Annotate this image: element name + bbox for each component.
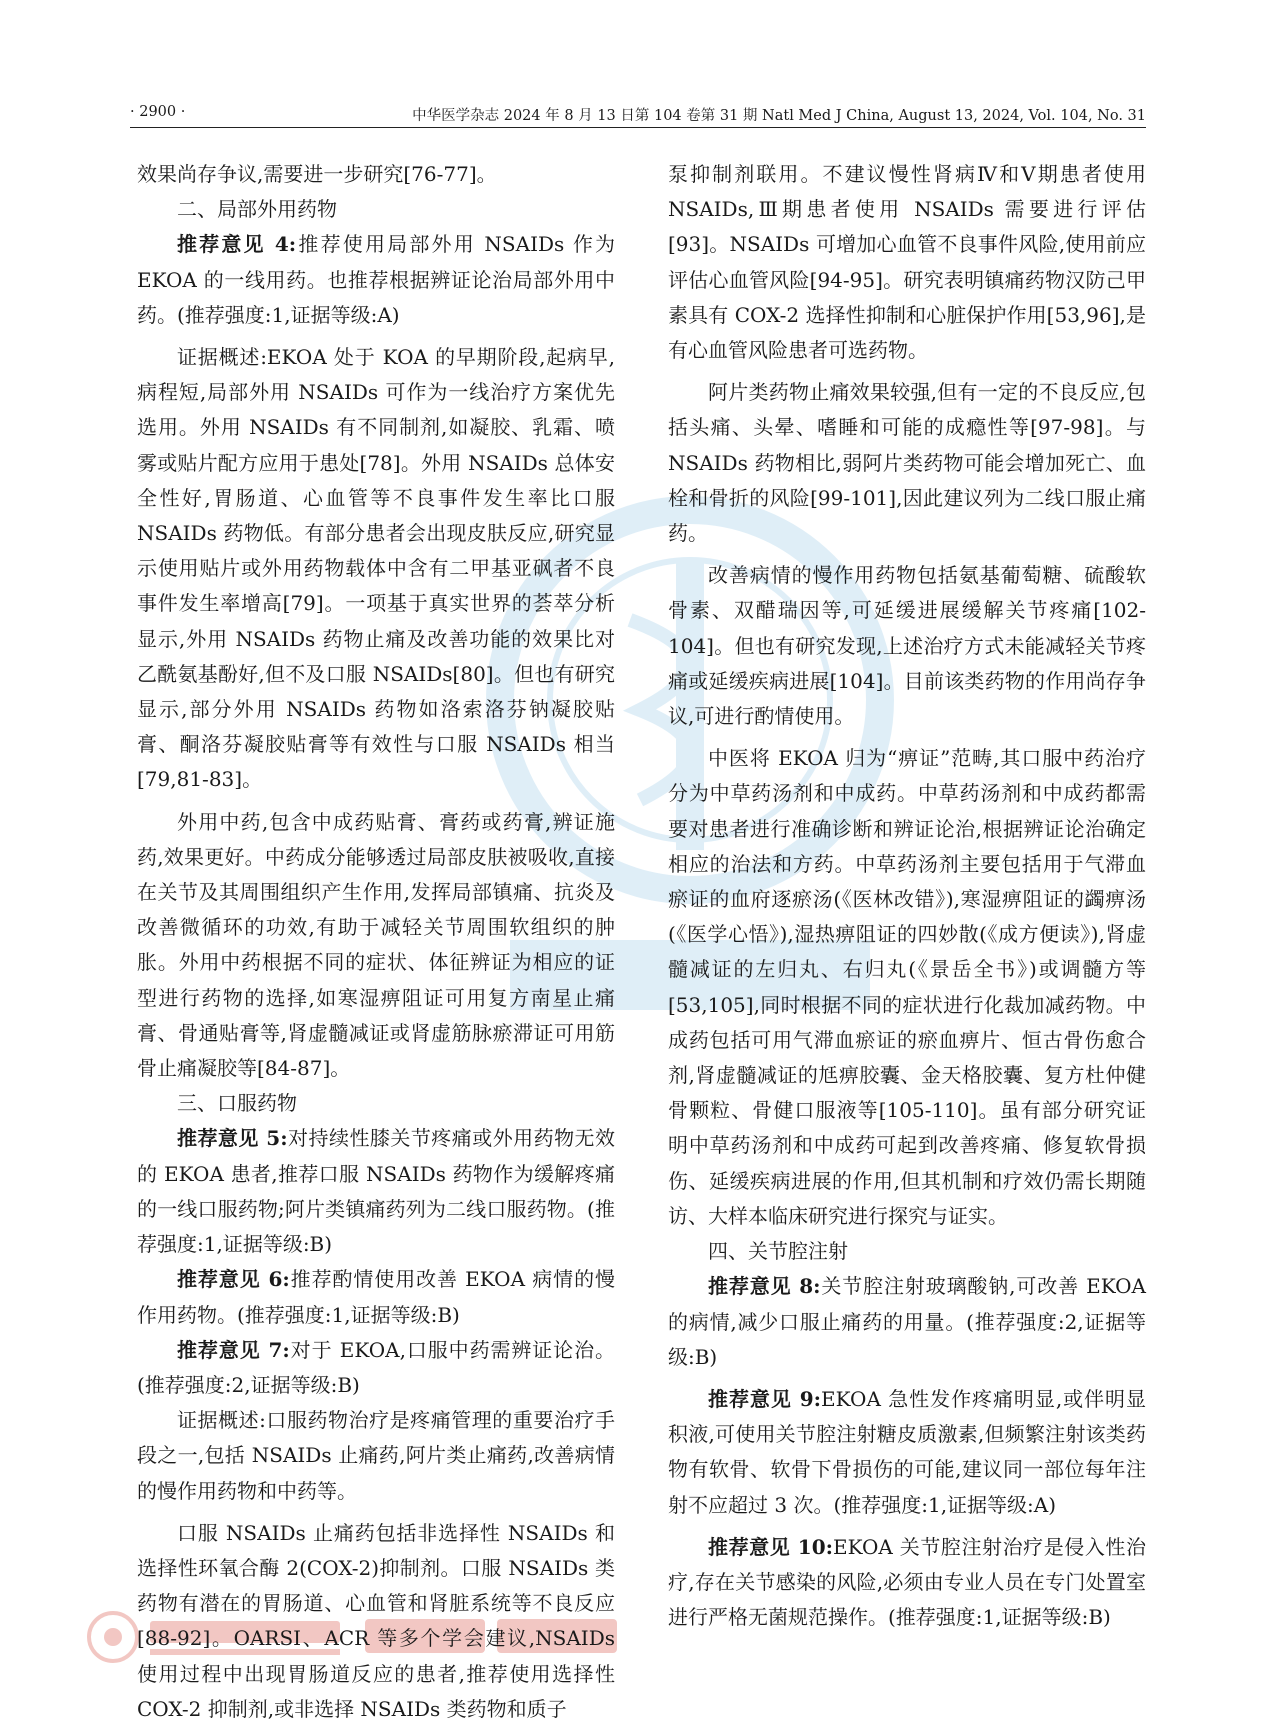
paragraph: 证据概述:EKOA 处于 KOA 的早期阶段,起病早,病程短,局部外用 NSAIDs 可作为一线治疗方案优先选用。外用 NSAIDs 有不同制剂,如凝胶、乳霜、喷雾或贴片配方应用于患处[78]。外用 NSAIDs 总体安全性好,胃肠道、心血管等不良事件发生率比口服 NSAIDs 药物低。有部分患者会出现皮肤反应,研究显示使用贴片或外用药物载体中含有二甲基亚砜者不良事件发生率增高[79]。一项基于真实世界的荟萃分析显示,外用 NSAIDs 药物止痛及改善功能的效果比对乙酰氨基酚好,但不及口服 NSAIDs[80]。但也有研究显示,部分外用 NSAIDs 药物如洛索洛芬钠凝胶贴膏、酮洛芬凝胶贴膏等有效性与口服 NSAIDs 相当[79,81-83]。 xyxy=(137,345,615,792)
recommendation-label: 推荐意见 7: xyxy=(177,1337,290,1362)
paragraph: 改善病情的慢作用药物包括氨基葡萄糖、硫酸软骨素、双醋瑞因等,可延缓进展缓解关节疼痛[102-104]。但也有研究发现,上述治疗方式未能减轻关节疼痛或延缓疾病进展[104]。目前该类药物的作用尚存争议,可进行酌情使用。 xyxy=(668,563,1146,729)
recommendation-text: 推荐使用局部外用 NSAIDs 作为 EKOA 的一线用药。也推荐根据辨证论治局部外用中药。(推荐强度:1,证据等级:A) xyxy=(137,232,616,327)
paragraph: 中医将 EKOA 归为“痹证”范畴,其口服中药治疗分为中草药汤剂和中成药。中草药汤剂和中成药都需要对患者进行准确诊断和辨证论治,根据辨证论治确定相应的治法和方药。中草药汤剂主要包括用于气滞血瘀证的血府逐瘀汤(《医林改错》),寒湿痹阻证的蠲痹汤(《医学心悟》),湿热痹阻证的四妙散(《成方便读》),肾虚髓减证的左归丸、右归丸(《景岳全书》)或调髓方等[53,105],同时根据不同的症状进行化裁加减药物。中成药包括可用气滞血瘀证的瘀血痹片、恒古骨伤愈合剂,肾虚髓减证的尪痹胶囊、金天格胶囊、复方杜仲健骨颗粒、骨健口服液等[105-110]。虽有部分研究证明中草药汤剂和中成药可起到改善疼痛、修复软骨损伤、延缓疾病进展的作用,但其机制和疗效仍需长期随访、大样本临床研究进行探究与证实。 xyxy=(668,746,1146,1228)
recommendation-10 xyxy=(668,1530,1146,1636)
recommendation-5 xyxy=(137,1121,615,1262)
section-heading: 四、关节腔注射 xyxy=(708,1239,848,1264)
header-rule xyxy=(130,127,1146,128)
recommendation-4 xyxy=(137,227,615,333)
recommendation-9 xyxy=(668,1382,1146,1523)
journal-citation: 中华医学杂志 2024 年 8 月 13 日第 104 卷第 31 期 Natl Med J China, August 13, 2024, Vol. 104, No. 31 xyxy=(412,108,1146,124)
recommendation-text: EKOA 急性发作疼痛明显,或伴明显积液,可使用关节腔注射糖皮质激素,但频繁注射该类药物有软骨、软骨下骨损伤的可能,建议同一部位每年注射不应超过 3 次。(推荐强度:1,证据等级:A) xyxy=(668,1386,1147,1517)
paragraph: 口服 NSAIDs 止痛药包括非选择性 NSAIDs 和选择性环氧合酶 2(COX-2)抑制剂。口服 NSAIDs 类药物有潜在的胃肠道、心血管和肾脏系统等不良反应[88-92]。OARSI、ACR 等多个学会建议,NSAIDs 使用过程中出现胃肠道反应的患者,推荐使用选择性 COX-2 抑制剂,或非选择 NSAIDs 类药物和质子 xyxy=(137,1520,615,1721)
paragraph: 阿片类药物止痛效果较强,但有一定的不良反应,包括头痛、头晕、嗜睡和可能的成瘾性等[97-98]。与 NSAIDs 药物相比,弱阿片类药物可能会增加死亡、血栓和骨折的风险[99-101],因此建议列为二线口服止痛药。 xyxy=(668,380,1146,546)
paragraph: 效果尚存争议,需要进一步研究[76-77]。 xyxy=(137,162,497,186)
recommendation-label: 推荐意见 8: xyxy=(708,1274,821,1299)
left-column xyxy=(137,157,615,1727)
recommendation-7 xyxy=(137,1333,615,1403)
section-heading: 三、口服药物 xyxy=(177,1091,297,1116)
recommendation-text: 推荐酌情使用改善 EKOA 病情的慢作用药物。(推荐强度:1,证据等级:B) xyxy=(137,1267,615,1327)
recommendation-label: 推荐意见 5: xyxy=(177,1126,288,1151)
paragraph: 泵抑制剂联用。不建议慢性肾病Ⅳ和Ⅴ期患者使用 NSAIDs,Ⅲ期患者使用 NSAIDs 需要进行评估[93]。NSAIDs 可增加心血管不良事件风险,使用前应评估心血管风险[94-95]。研究表明镇痛药物汉防己甲素具有 COX-2 选择性抑制和心脏保护作用[53,96],是有心血管风险患者可选药物。 xyxy=(668,162,1146,363)
paragraph: 外用中药,包含中成药贴膏、膏药或药膏,辨证施药,效果更好。中药成分能够透过局部皮肤被吸收,直接在关节及其周围组织产生作用,发挥局部镇痛、抗炎及改善微循环的功效,有助于减轻关节周围软组织的肿胀。外用中药根据不同的症状、体征辨证为相应的证型进行药物的选择,如寒湿痹阻证可用复方南星止痛膏、骨通贴膏等,肾虚髓减证或肾虚筋脉瘀滞证可用筋骨止痛凝胶等[84-87]。 xyxy=(137,809,615,1081)
recommendation-label: 推荐意见 4: xyxy=(177,232,297,257)
running-header xyxy=(130,100,1146,130)
recommendation-label: 推荐意见 6: xyxy=(177,1267,290,1292)
right-column xyxy=(668,157,1146,1635)
recommendation-text: 关节腔注射玻璃酸钠,可改善 EKOA 的病情,减少口服止痛药的用量。(推荐强度:2,证据等级:B) xyxy=(668,1274,1146,1369)
recommendation-label: 推荐意见 10: xyxy=(708,1534,834,1559)
recommendation-8 xyxy=(668,1269,1146,1375)
recommendation-6 xyxy=(137,1262,615,1332)
recommendation-label: 推荐意见 9: xyxy=(708,1386,822,1411)
paragraph: 证据概述:口服药物治疗是疼痛管理的重要治疗手段之一,包括 NSAIDs 止痛药,阿片类止痛药,改善病情的慢作用药物和中药等。 xyxy=(137,1408,615,1503)
page-number: · 2900 · xyxy=(130,104,186,120)
section-heading: 二、局部外用药物 xyxy=(177,197,337,222)
recommendation-text: EKOA 关节腔注射治疗是侵入性治疗,存在关节感染的风险,必须由专业人员在专门处置室进行严格无菌规范操作。(推荐强度:1,证据等级:B) xyxy=(668,1534,1146,1630)
recommendation-text: 对于 EKOA,口服中药需辨证论治。(推荐强度:2,证据等级:B) xyxy=(137,1337,615,1397)
recommendation-text: 对持续性膝关节疼痛或外用药物无效的 EKOA 患者,推荐口服 NSAIDs 药物作为缓解疼痛的一线口服药物;阿片类镇痛药列为二线口服药物。(推荐强度:1,证据等级:B) xyxy=(137,1126,616,1257)
